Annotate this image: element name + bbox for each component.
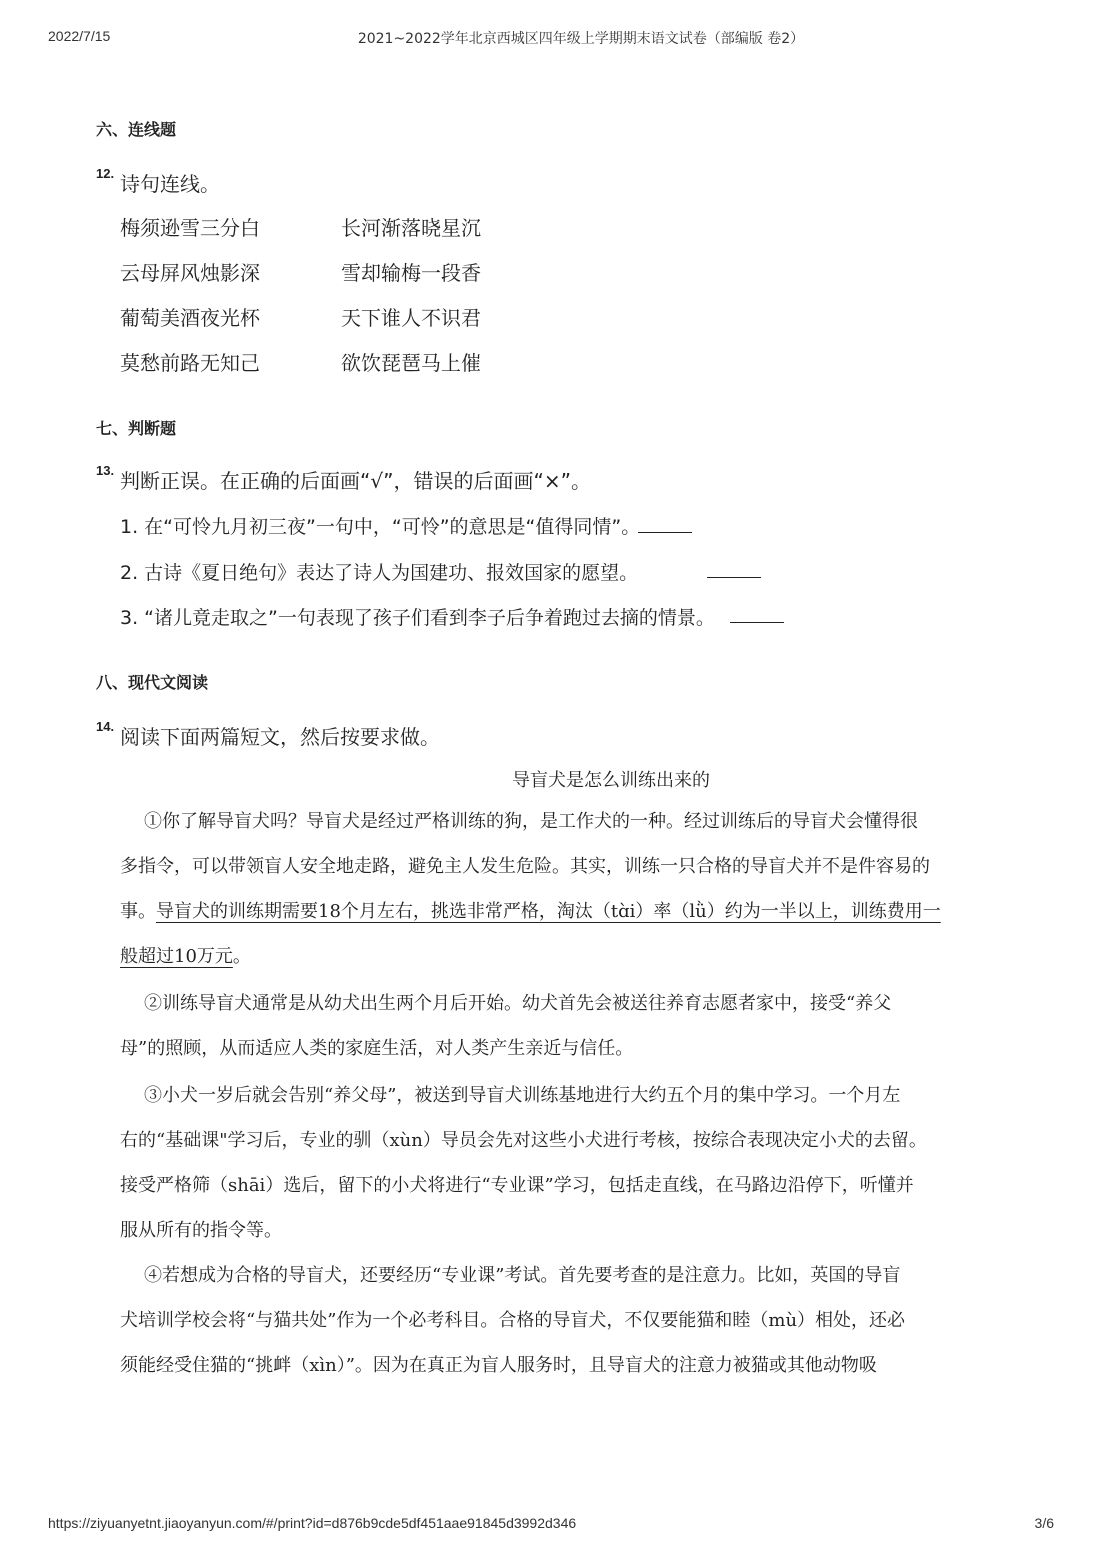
paragraph-text: 。 [232, 946, 251, 967]
poem-right-line[interactable]: 雪却输梅一段香 [341, 261, 481, 285]
header-date: 2022/7/15 [48, 28, 111, 44]
paragraph-line: 服从所有的指令等。 [120, 1220, 282, 1241]
article-paragraph-4 [120, 1253, 1006, 1388]
section-title-judgement: 七、判断题 [96, 419, 177, 438]
answer-blank[interactable] [707, 577, 761, 578]
question-13-prompt: 判断正误。在正确的后面画“√”，错误的后面画“×”。 [120, 469, 591, 493]
question-14-prompt: 阅读下面两篇短文，然后按要求做。 [120, 725, 440, 749]
question-number-12: 12. [96, 166, 115, 181]
footer-url[interactable]: https://ziyuanyetnt.jiaoyanyun.com/#/print?id=d876b9cde5df451aae91845d3992d346 [48, 1515, 577, 1531]
underlined-sentence: 般超过10万元 [120, 946, 233, 967]
question-number-13: 13. [96, 463, 115, 478]
poem-right-line[interactable]: 天下谁人不识君 [341, 306, 481, 330]
paragraph-line: 接受严格筛（shāi）选后，留下的小犬将进行“专业课”学习，包括走直线，在马路边沿停下，听懂并 [120, 1175, 914, 1196]
section-title-matching: 六、连线题 [96, 120, 177, 139]
paragraph-line: ③小犬一岁后就会告别“养父母”，被送到导盲犬训练基地进行大约五个月的集中学习。一个月左 [144, 1085, 901, 1106]
answer-blank[interactable] [730, 622, 784, 623]
paragraph-text: 事。 [120, 901, 156, 922]
judgement-item: 3. “诸儿竟走取之”一句表现了孩子们看到李子后争着跑过去摘的情景。 [120, 607, 715, 629]
paragraph-line: ④若想成为合格的导盲犬，还要经历“专业课”考试。首先要考查的是注意力。比如，英国的导盲 [144, 1265, 901, 1286]
article-paragraph-1 [120, 799, 1006, 979]
paragraph-line: 多指令，可以带领盲人安全地走路，避免主人发生危险。其实，训练一只合格的导盲犬并不是件容易的 [120, 856, 930, 877]
section-title-reading: 八、现代文阅读 [96, 673, 209, 692]
poem-left-line[interactable]: 葡萄美酒夜光杯 [120, 306, 260, 330]
header-title: 2021~2022学年北京西城区四年级上学期期末语文试卷（部编版 卷2） [357, 31, 805, 47]
paragraph-line: ②训练导盲犬通常是从幼犬出生两个月后开始。幼犬首先会被送往养育志愿者家中，接受“养父 [144, 993, 892, 1014]
poem-left-line[interactable]: 云母屏风烛影深 [120, 261, 260, 285]
article-paragraph-3 [120, 1073, 1006, 1253]
article-title: 导盲犬是怎么训练出来的 [512, 770, 710, 791]
footer-page-number: 3/6 [1034, 1515, 1054, 1531]
article-paragraph-2 [120, 981, 1006, 1071]
paragraph-line: ①你了解导盲犬吗？导盲犬是经过严格训练的狗，是工作犬的一种。经过训练后的导盲犬会懂得很 [144, 811, 918, 832]
poem-left-line[interactable]: 梅须逊雪三分白 [120, 216, 260, 240]
paragraph-line [120, 934, 1006, 979]
paragraph-line: 须能经受住猫的“挑衅（xìn）”。因为在真正为盲人服务时，且导盲犬的注意力被猫或其他动物吸 [120, 1355, 877, 1376]
underlined-sentence: 导盲犬的训练期需要18个月左右，挑选非常严格，淘汰（tɑ̀i）率（lǜ）约为一半以上，训练费用一 [156, 901, 941, 922]
judgement-item: 1. 在“可怜九月初三夜”一句中，“可怜”的意思是“值得同情”。 [120, 516, 641, 538]
poem-left-line[interactable]: 莫愁前路无知己 [120, 351, 260, 375]
poem-right-line[interactable]: 长河渐落晓星沉 [341, 216, 481, 240]
paragraph-line [120, 889, 1006, 934]
judgement-item: 2. 古诗《夏日绝句》表达了诗人为国建功、报效国家的愿望。 [120, 562, 639, 584]
paragraph-line: 犬培训学校会将“与猫共处”作为一个必考科目。合格的导盲犬，不仅要能猫和睦（mù）相处，还必 [120, 1310, 906, 1331]
poem-right-line[interactable]: 欲饮琵琶马上催 [341, 351, 481, 375]
paragraph-line: 母”的照顾，从而适应人类的家庭生活，对人类产生亲近与信任。 [120, 1038, 634, 1059]
question-number-14: 14. [96, 719, 115, 734]
answer-blank[interactable] [638, 532, 692, 533]
paragraph-line: 右的“基础课"学习后，专业的驯（xùn）导员会先对这些小犬进行考核，按综合表现决定小犬的去留。 [120, 1130, 927, 1151]
question-12-prompt: 诗句连线。 [120, 172, 220, 196]
